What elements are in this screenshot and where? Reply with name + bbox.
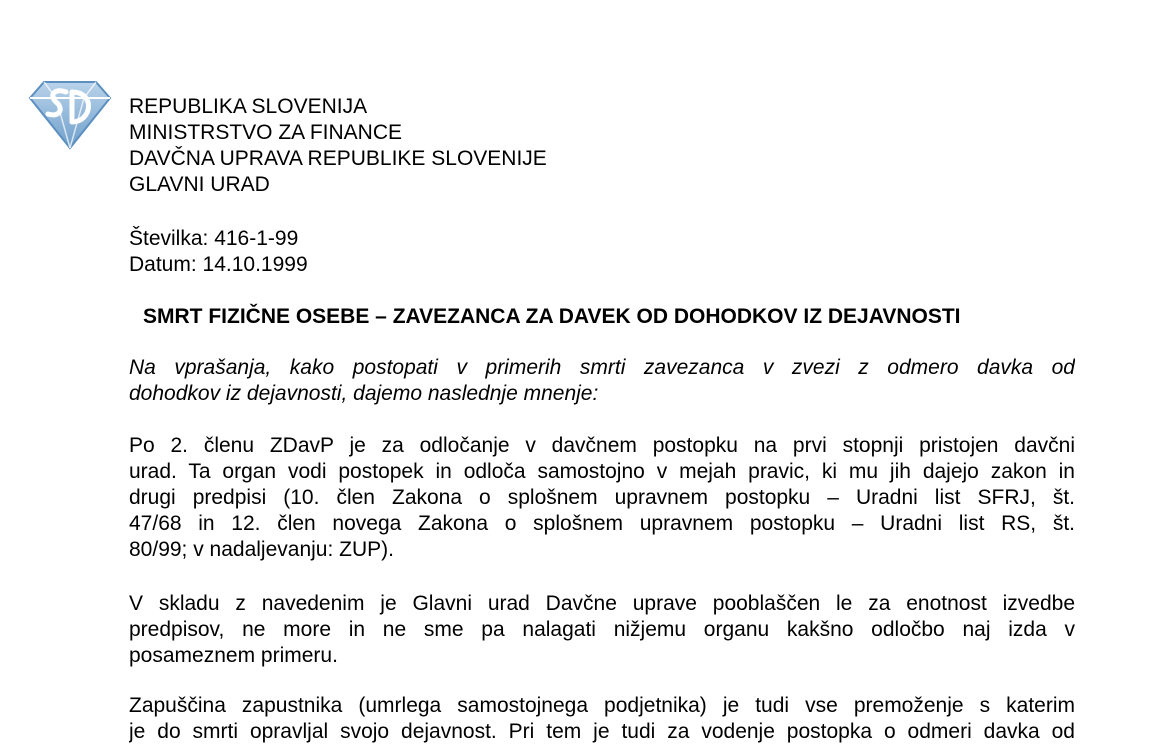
paragraph-line: dohodkov iz dejavnosti, dajemo naslednje mnenje: [129,382,599,405]
paragraph-line: 80/99; v nadaljevanju: ZUP). [129,538,394,561]
header-line-republic: REPUBLIKA SLOVENIJA [129,95,368,118]
durs-logo-icon [26,78,112,150]
letterhead [129,94,547,198]
paragraph-line: urad. Ta organ vodi postopek in odloča samostojno v mejah pravic, ki mu jih dajejo zakon in [129,460,1075,483]
body-paragraph [129,591,1075,669]
document-number: Številka: 416-1-99 [129,227,299,250]
paragraph-line: Po 2. členu ZDavP je za odločanje v davčnem postopku na prvi stopnji pristojen davčni [129,434,1075,457]
paragraph-line: posameznem primeru. [129,644,338,667]
document-title: SMRT FIZIČNE OSEBE – ZAVEZANCA ZA DAVEK OD DOHODKOV IZ DEJAVNOSTI [143,305,961,328]
document-meta [129,226,308,278]
body-paragraph [129,433,1075,563]
header-line-office: GLAVNI URAD [129,173,270,196]
paragraph-line: predpisov, ne more in ne sme pa nalagati nižjemu organu kakšno odločbo naj izda v [129,618,1075,641]
header-line-tax-admin: DAVČNA UPRAVA REPUBLIKE SLOVENIJE [129,147,547,170]
paragraph-line: drugi predpisi (10. člen Zakona o splošnem upravnem postopku – Uradni list SFRJ, št. [129,486,1075,509]
intro-paragraph [129,355,1075,407]
header-line-ministry: MINISTRSTVO ZA FINANCE [129,121,403,144]
paragraph-line: V skladu z navedenim je Glavni urad Davčne uprave pooblaščen le za enotnost izvedbe [129,592,1075,615]
paragraph-line: Zapuščina zapustnika (umrlega samostojnega podjetnika) je tudi vse premoženje s katerim [129,694,1075,717]
paragraph-line: Na vprašanja, kako postopati v primerih smrti zavezanca v zvezi z odmero davka od [129,356,1075,379]
document-date: Datum: 14.10.1999 [129,253,308,276]
paragraph-line: 47/68 in 12. člen novega Zakona o splošnem upravnem postopku – Uradni list RS, št. [129,512,1075,535]
paragraph-line: je do smrti opravljal svojo dejavnost. Pri tem je tudi za vodenje postopka o odmeri davka od [129,720,1075,743]
body-paragraph [129,693,1075,745]
